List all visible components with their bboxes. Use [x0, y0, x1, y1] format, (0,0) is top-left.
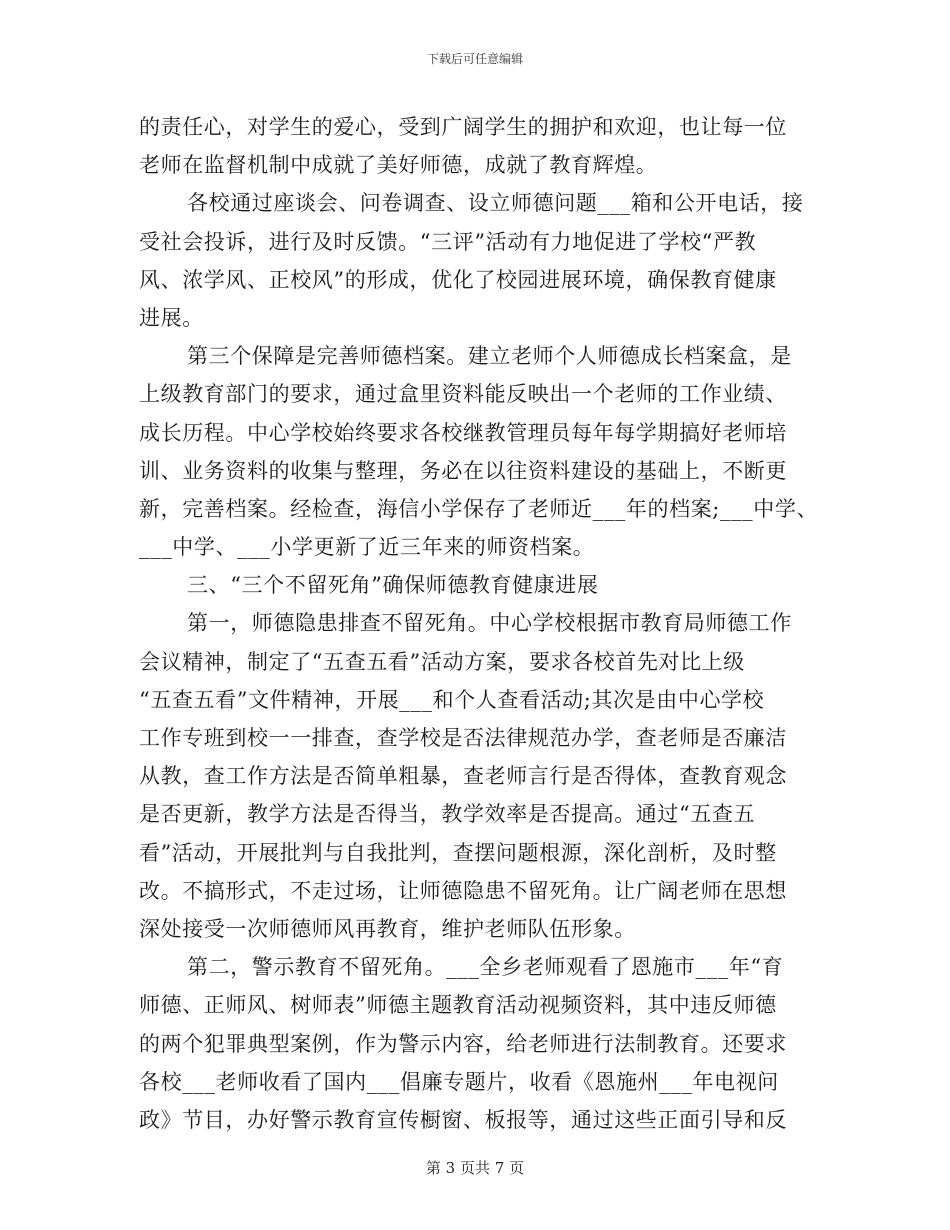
text-line: 受社会投诉，进行及时反馈。“三评”活动有力地促进了学校“严教	[139, 229, 757, 254]
text-line: 老师在监督机制中成就了美好师德，成就了教育辉煌。	[139, 153, 658, 178]
text-line: 第一，师德隐患排查不留死角。中心学校根据市教育局师德工作	[187, 611, 792, 636]
text-line: 政》节目，办好警示教育宣传橱窗、板报等，通过这些正面引导和反	[139, 1107, 787, 1132]
text-line: 各校通过座谈会、问卷调查、设立师德问题___箱和公开电话，接	[187, 191, 804, 216]
text-line: 的两个犯罪典型案例，作为警示内容，给老师进行法制教育。还要求	[139, 1031, 787, 1056]
text-line: 三、“三个不留死角”确保师德教育健康进展	[187, 573, 599, 598]
text-line: 进展。	[139, 305, 204, 330]
document-body	[139, 108, 819, 1139]
page-number: 第 3 页共 7 页	[425, 1159, 525, 1177]
text-line: 从教，查工作方法是否简单粗暴，查老师言行是否得体，查教育观念	[139, 764, 787, 789]
text-line: 风、浓学风、正校风”的形成，优化了校园进展环境，确保教育健康	[139, 267, 777, 292]
text-line: 各校___老师收看了国内___倡廉专题片，收看《恩施州___年电视问	[139, 1069, 779, 1094]
text-line: ___中学、___小学更新了近三年来的师资档案。	[139, 535, 595, 560]
text-line: 成长历程。中心学校始终要求各校继教管理员每年每学期搞好老师培	[139, 420, 787, 445]
text-line: 上级教育部门的要求，通过盒里资料能反映出一个老师的工作业绩、	[139, 382, 787, 407]
text-line: 会议精神，制定了“五查五看”活动方案，要求各校首先对比上级	[139, 649, 745, 674]
text-line: 的责任心，对学生的爱心，受到广阔学生的拥护和欢迎，也让每一位	[139, 115, 787, 139]
text-line: 第二，警示教育不留死角。___全乡老师观看了恩施市___年“育	[187, 955, 784, 980]
text-line: 工作专班到校一一排查，查学校是否法律规范办学，查老师是否廉洁	[139, 726, 787, 750]
text-line: 改。不搞形式，不走过场，让师德隐患不留死角。让广阔老师在思想	[139, 878, 787, 903]
text-line: 是否更新，教学方法是否得当，教学效率是否提高。通过“五查五	[139, 802, 756, 827]
text-line: 师德、正师风、树师表”师德主题教育活动视频资料，其中违反师德	[139, 993, 777, 1018]
text-line: “五查五看”文件精神，开展___和个人查看活动;其次是由中心学校	[139, 687, 765, 712]
text-line: 第三个保障是完善师德档案。建立老师个人师德成长档案盒，是	[187, 344, 792, 369]
page-header: 下载后可任意编辑	[426, 52, 523, 66]
text-line: 看”活动，开展批判与自我批判，查摆问题根源，深化剖析，及时整	[139, 840, 777, 865]
text-line: 深处接受一次师德师风再教育，维护老师队伍形象。	[139, 916, 636, 941]
text-line: 训、业务资料的收集与整理，务必在以往资料建设的基础上，不断更	[139, 458, 787, 483]
text-line: 新，完善档案。经检查，海信小学保存了老师近___年的档案;___中学、	[139, 496, 819, 521]
